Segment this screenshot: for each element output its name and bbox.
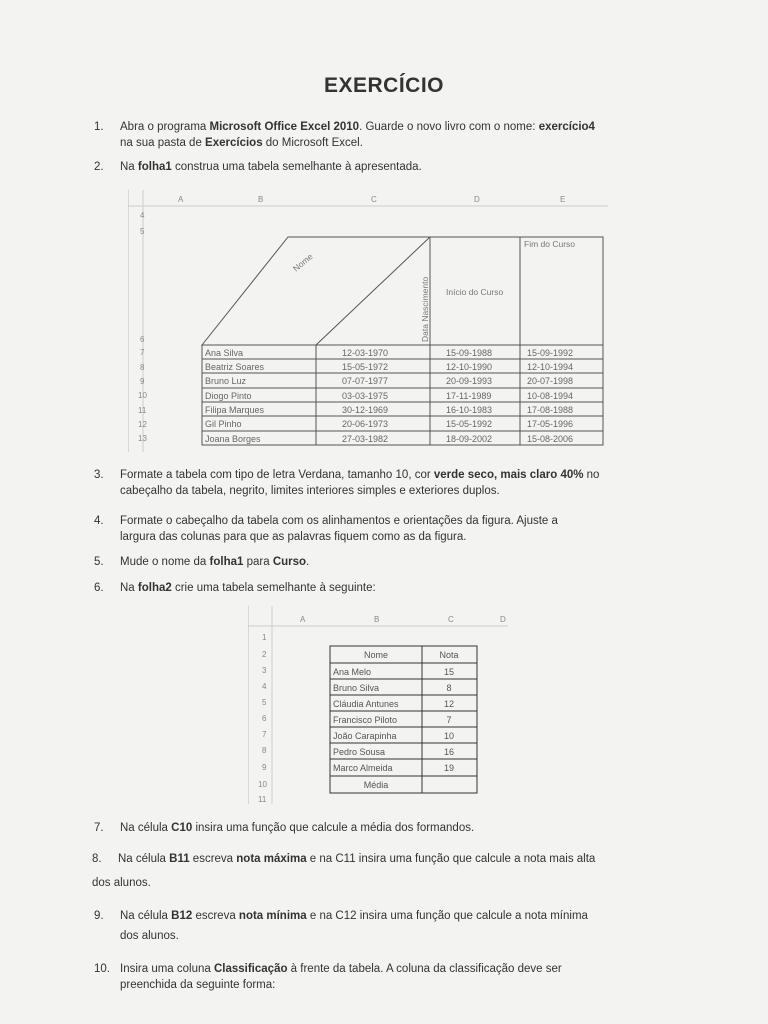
- row-number: 7: [262, 730, 267, 739]
- column-letter: A: [300, 615, 306, 624]
- item-text: do Microsoft Excel.: [262, 137, 363, 149]
- item-text: Na: [120, 161, 138, 173]
- cell-name: Gil Pinho: [205, 419, 242, 429]
- cell-grade: 16: [443, 747, 455, 757]
- item-text: dos alunos.: [120, 930, 179, 942]
- item-number: 4.: [94, 515, 104, 527]
- row-number: 5: [262, 698, 267, 707]
- item-text: na sua pasta de: [120, 137, 206, 149]
- row-number: 6: [140, 335, 145, 344]
- item-number: 3.: [94, 469, 104, 481]
- cell-date: 03-03-1975: [342, 391, 389, 401]
- item-bold: Classificação: [213, 963, 288, 975]
- item-text: escreva: [192, 910, 239, 922]
- cell-grade: 12: [443, 699, 455, 709]
- cell-name: Marco Almeida: [333, 763, 393, 773]
- cell-name: Ana Silva: [205, 348, 244, 358]
- item-text: . Guarde o novo livro com o nome:: [359, 121, 539, 133]
- column-letter: E: [560, 195, 566, 204]
- item-bold: nota mínima: [238, 910, 307, 922]
- item-text: escreva: [189, 853, 237, 865]
- item-text: construa uma tabela semelhante à apresentada.: [171, 161, 422, 173]
- cell-grade: 8: [446, 683, 452, 693]
- cell-name: Bruno Silva: [333, 683, 380, 693]
- item-text: Mude o nome da: [120, 556, 210, 568]
- item-bold: Microsoft Office Excel 2010: [209, 121, 360, 133]
- row-number: 12: [138, 420, 147, 429]
- item-bold: verde seco, mais claro 40%: [433, 469, 584, 481]
- item-text: para: [243, 556, 273, 568]
- item-text: .: [306, 556, 310, 568]
- exercise-item-10: [94, 961, 694, 993]
- item-text: cabeçalho da tabela, negrito, limites interiores simples e exteriores duplos.: [120, 485, 500, 497]
- row-number: 11: [258, 795, 267, 804]
- spreadsheet-figure-2: [248, 606, 528, 809]
- item-text: preenchida da seguinte forma:: [120, 979, 276, 991]
- item-text: crie uma tabela semelhante à seguinte:: [171, 582, 376, 594]
- row-number: 1: [262, 633, 267, 642]
- item-bold: Curso: [272, 556, 307, 568]
- cell-date: 15-05-1972: [342, 362, 389, 372]
- cell-date: 15-05-1992: [446, 419, 493, 429]
- cell-date: 15-08-2006: [527, 434, 574, 444]
- row-number: 4: [262, 682, 267, 691]
- cell-media-label: Média: [363, 780, 389, 790]
- cell-date: 27-03-1982: [342, 434, 389, 444]
- cell-grade: 10: [443, 731, 455, 741]
- exercise-item-4: [94, 513, 694, 545]
- item-number: 1.: [94, 121, 104, 133]
- column-letter: A: [178, 195, 184, 204]
- cell-date: 12-10-1994: [527, 362, 574, 372]
- row-number: 8: [262, 746, 267, 755]
- cell-date: 17-05-1996: [527, 419, 574, 429]
- cell-grade: 15: [443, 667, 455, 677]
- cell-name: Pedro Sousa: [333, 747, 386, 757]
- page-title: EXERCÍCIO: [323, 74, 445, 97]
- cell-date: 20-09-1993: [446, 376, 493, 386]
- item-number: 7.: [94, 822, 104, 834]
- row-number: 3: [262, 666, 267, 675]
- cell-date: 16-10-1983: [446, 405, 493, 415]
- row-number: 8: [140, 363, 145, 372]
- item-text: Na célula: [118, 853, 170, 865]
- item-bold: exercício4: [538, 121, 595, 133]
- exercise-item-6: [94, 580, 694, 596]
- item-text: à frente da tabela. A coluna da classificação deve ser: [287, 963, 562, 975]
- item-number: 10.: [94, 963, 110, 975]
- row-number: 5: [140, 227, 145, 236]
- item-bold: folha1: [209, 556, 244, 568]
- header-inicio-curso: Início do Curso: [446, 287, 504, 297]
- cell-name: Diogo Pinto: [205, 391, 252, 401]
- item-text: Na célula: [120, 910, 172, 922]
- cell-name: Francisco Piloto: [333, 715, 398, 725]
- cell-date: 20-06-1973: [342, 419, 389, 429]
- cell-date: 17-08-1988: [527, 405, 574, 415]
- item-text: Na célula: [120, 822, 172, 834]
- row-number: 6: [262, 714, 267, 723]
- cell-name: Beatriz Soares: [205, 362, 265, 372]
- exercise-item-9: [94, 908, 694, 946]
- cell-grade: 19: [443, 763, 455, 773]
- column-letter: D: [500, 615, 506, 624]
- cell-date: 20-07-1998: [527, 376, 574, 386]
- exercise-item-1: [94, 119, 694, 151]
- item-text: Formate a tabela com tipo de letra Verdana, tamanho 10, cor: [120, 469, 434, 481]
- item-text: insira uma função que calcule a média dos formandos.: [192, 822, 475, 834]
- cell-date: 30-12-1969: [342, 405, 389, 415]
- cell-date: 07-07-1977: [342, 376, 389, 386]
- cell-name: Filipa Marques: [205, 405, 265, 415]
- column-letter: C: [371, 195, 377, 204]
- cell-name: João Carapinha: [333, 731, 397, 741]
- item-text: Na: [120, 582, 138, 594]
- exercise-item-8: [92, 851, 692, 895]
- header-data-nascimento: Data Nascimento: [420, 276, 430, 342]
- row-number: 9: [262, 763, 267, 772]
- cell-name: Cláudia Antunes: [333, 699, 399, 709]
- row-number: 4: [140, 211, 145, 220]
- item-number: 9.: [94, 910, 104, 922]
- cell-date: 12-03-1970: [342, 348, 389, 358]
- row-number: 10: [138, 391, 147, 400]
- item-text: dos alunos.: [92, 877, 151, 889]
- cell-date: 17-11-1989: [446, 391, 492, 401]
- item-number: 8.: [92, 853, 102, 865]
- item-number: 2.: [94, 161, 104, 173]
- item-bold: Exercícios: [205, 137, 263, 149]
- item-text: largura das colunas para que as palavras fiquem como as da figura.: [120, 531, 467, 543]
- item-number: 6.: [94, 582, 104, 594]
- cell-name: Joana Borges: [205, 434, 261, 444]
- row-number: 7: [140, 348, 145, 357]
- item-text: no: [583, 469, 600, 481]
- item-text: Formate o cabeçalho da tabela com os alinhamentos e orientações da figura. Ajuste a: [120, 515, 558, 527]
- header-fim-curso: Fim do Curso: [524, 239, 576, 249]
- cell-date: 18-09-2002: [446, 434, 493, 444]
- item-bold: B12: [171, 910, 193, 922]
- item-bold: folha1: [137, 161, 172, 173]
- row-number: 11: [138, 406, 147, 415]
- header-nome: Nome: [363, 650, 389, 660]
- row-number: 9: [140, 377, 145, 386]
- item-bold: folha2: [137, 582, 172, 594]
- column-letter: C: [448, 615, 454, 624]
- item-text: Abra o programa: [120, 121, 210, 133]
- item-text: e na C12 insira uma função que calcule a nota mínima: [306, 910, 588, 922]
- column-letter: B: [258, 195, 264, 204]
- cell-date: 10-08-1994: [527, 391, 574, 401]
- column-letter: D: [474, 195, 480, 204]
- item-text: Insira uma coluna: [120, 963, 214, 975]
- item-number: 5.: [94, 556, 104, 568]
- row-number: 10: [258, 780, 267, 789]
- exercise-item-3: [94, 467, 694, 499]
- header-nota: Nota: [439, 650, 459, 660]
- row-number: 13: [138, 434, 147, 443]
- cell-grade: 7: [446, 715, 452, 725]
- cell-date: 15-09-1988: [446, 348, 493, 358]
- exercise-item-7: [94, 820, 694, 836]
- cell-name: Bruno Luz: [205, 376, 247, 386]
- cell-name: Ana Melo: [333, 667, 372, 677]
- column-letter: B: [374, 615, 380, 624]
- item-bold: nota máxima: [236, 853, 307, 865]
- exercise-item-5: [94, 554, 694, 570]
- item-text: e na C11 insira uma função que calcule a nota mais alta: [306, 853, 596, 865]
- spreadsheet-figure-1: [128, 190, 628, 457]
- item-bold: C10: [171, 822, 193, 834]
- cell-date: 15-09-1992: [527, 348, 574, 358]
- exercise-item-2: [94, 159, 694, 175]
- row-number: 2: [262, 650, 267, 659]
- item-bold: B11: [169, 853, 190, 865]
- header-nome: Nome: [290, 251, 315, 274]
- cell-date: 12-10-1990: [446, 362, 493, 372]
